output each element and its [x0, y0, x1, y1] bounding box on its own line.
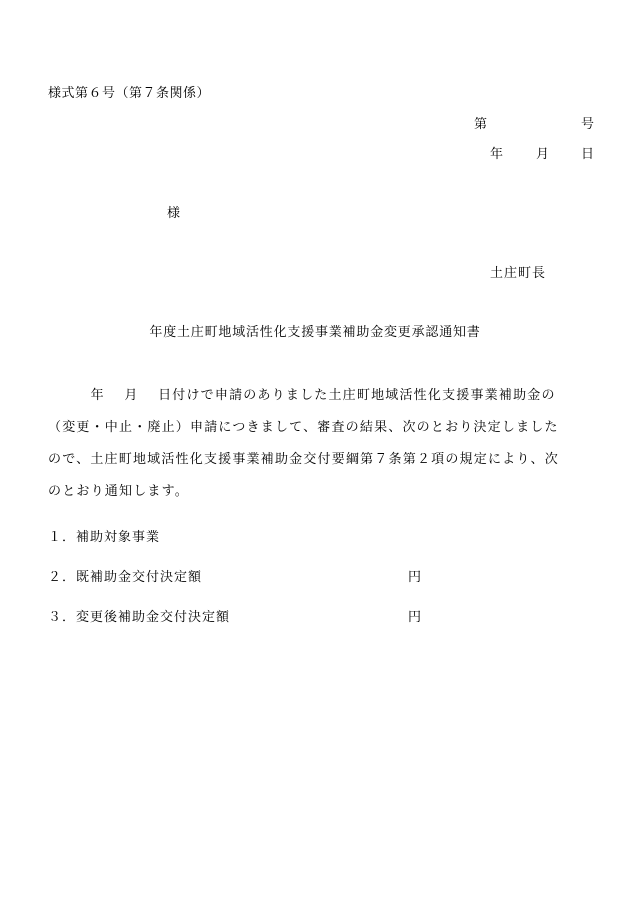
body-line-3: ので、土庄町地域活性化支援事業補助金交付要綱第７条第２項の規定により、次 — [48, 452, 559, 467]
body-line-1: 年 月 日付けで申請のありました土庄町地域活性化支援事業補助金の — [48, 388, 556, 403]
sender-name: 土庄町長 — [490, 266, 547, 281]
item-target-project: １．補助対象事業 — [48, 530, 161, 545]
revised-grant-amount-unit: 円 — [408, 610, 422, 625]
item-revised-grant-amount: ３．変更後補助金交付決定額 — [48, 610, 231, 625]
body-paragraph — [48, 380, 593, 508]
existing-grant-amount-unit: 円 — [408, 570, 422, 585]
date-year-label: 年 — [490, 147, 504, 162]
form-number: 様式第６号（第７条関係） — [48, 86, 211, 101]
date-day-label: 日 — [581, 147, 595, 162]
recipient-honorific: 様 — [167, 206, 181, 221]
body-line-4: のとおり通知します。 — [48, 484, 189, 499]
body-line-2: （変更・中止・廃止）申請につきまして、審査の結果、次のとおり決定しました — [48, 420, 559, 435]
document-number-prefix: 第 — [474, 117, 488, 132]
date-month-label: 月 — [536, 147, 550, 162]
document-number-suffix: 号 — [581, 117, 595, 132]
document-title: 年度土庄町地域活性化支援事業補助金変更承認通知書 — [149, 325, 481, 340]
item-existing-grant-amount: ２．既補助金交付決定額 — [48, 570, 203, 585]
